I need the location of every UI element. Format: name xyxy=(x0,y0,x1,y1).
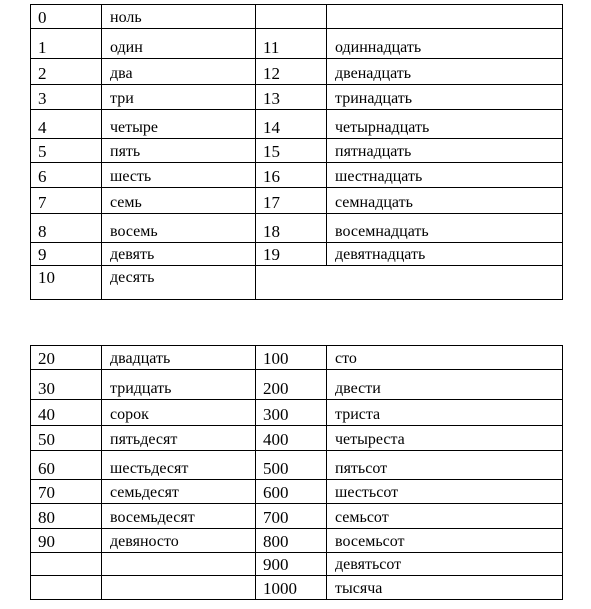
number-cell: 100 xyxy=(256,346,327,370)
word-cell: четыреста xyxy=(327,426,563,451)
word-cell: шесть xyxy=(102,163,256,188)
word-cell: девятьсот xyxy=(327,553,563,576)
word-cell: девятнадцать xyxy=(327,243,563,266)
word-cell: двести xyxy=(327,370,563,400)
table-row xyxy=(31,163,563,188)
word-cell: пятнадцать xyxy=(327,139,563,163)
number-cell: 50 xyxy=(31,426,102,451)
word-cell: семьдесят xyxy=(102,480,256,504)
table-row xyxy=(31,576,563,600)
number-cell: 1 xyxy=(31,29,102,59)
table-row xyxy=(31,188,563,214)
word-cell: пятьдесят xyxy=(102,426,256,451)
word-cell: девять xyxy=(102,243,256,266)
table-row xyxy=(31,59,563,85)
number-cell: 12 xyxy=(256,59,327,85)
number-cell: 5 xyxy=(31,139,102,163)
table-row xyxy=(31,426,563,451)
number-cell: 20 xyxy=(31,346,102,370)
word-cell: четырнадцать xyxy=(327,110,563,139)
number-cell: 14 xyxy=(256,110,327,139)
number-cell: 80 xyxy=(31,504,102,529)
number-cell: 1000 xyxy=(256,576,327,600)
number-cell: 16 xyxy=(256,163,327,188)
table-row xyxy=(31,243,563,266)
word-cell: триста xyxy=(327,400,563,426)
table-row xyxy=(31,400,563,426)
number-cell: 500 xyxy=(256,451,327,480)
word-cell: сто xyxy=(327,346,563,370)
number-cell: 6 xyxy=(31,163,102,188)
number-cell xyxy=(256,5,327,29)
number-cell: 18 xyxy=(256,214,327,243)
number-cell: 400 xyxy=(256,426,327,451)
number-cell: 800 xyxy=(256,529,327,553)
numbers-tens-hundreds-table xyxy=(30,345,563,600)
number-cell: 300 xyxy=(256,400,327,426)
number-cell: 70 xyxy=(31,480,102,504)
word-cell xyxy=(102,553,256,576)
word-cell xyxy=(327,5,563,29)
word-cell: пять xyxy=(102,139,256,163)
table-row xyxy=(31,553,563,576)
table-row xyxy=(31,29,563,59)
number-cell: 19 xyxy=(256,243,327,266)
number-cell: 60 xyxy=(31,451,102,480)
number-cell: 600 xyxy=(256,480,327,504)
table-row xyxy=(31,480,563,504)
number-cell: 10 xyxy=(31,266,102,300)
table-row xyxy=(31,451,563,480)
number-cell: 9 xyxy=(31,243,102,266)
number-cell: 900 xyxy=(256,553,327,576)
number-cell: 30 xyxy=(31,370,102,400)
word-cell: семнадцать xyxy=(327,188,563,214)
word-cell: восемь xyxy=(102,214,256,243)
number-cell: 8 xyxy=(31,214,102,243)
word-cell: восемьдесят xyxy=(102,504,256,529)
word-cell: семьсот xyxy=(327,504,563,529)
number-cell xyxy=(31,553,102,576)
word-cell: пятьсот xyxy=(327,451,563,480)
table-row xyxy=(31,5,563,29)
word-cell: восемнадцать xyxy=(327,214,563,243)
table-row xyxy=(31,370,563,400)
table-row xyxy=(31,504,563,529)
empty-cell xyxy=(256,266,563,300)
word-cell: сорок xyxy=(102,400,256,426)
number-cell: 2 xyxy=(31,59,102,85)
word-cell: шестьсот xyxy=(327,480,563,504)
word-cell: одиннадцать xyxy=(327,29,563,59)
word-cell: тысяча xyxy=(327,576,563,600)
word-cell: девяносто xyxy=(102,529,256,553)
word-cell: десять xyxy=(102,266,256,300)
number-cell: 0 xyxy=(31,5,102,29)
number-cell: 13 xyxy=(256,85,327,110)
word-cell: шестнадцать xyxy=(327,163,563,188)
number-cell: 7 xyxy=(31,188,102,214)
number-cell: 17 xyxy=(256,188,327,214)
word-cell: двадцать xyxy=(102,346,256,370)
number-cell xyxy=(31,576,102,600)
word-cell: восемьсот xyxy=(327,529,563,553)
table-row xyxy=(31,346,563,370)
word-cell: один xyxy=(102,29,256,59)
table-row xyxy=(31,139,563,163)
word-cell: три xyxy=(102,85,256,110)
number-cell: 200 xyxy=(256,370,327,400)
word-cell: семь xyxy=(102,188,256,214)
number-cell: 15 xyxy=(256,139,327,163)
table-row xyxy=(31,214,563,243)
table-row xyxy=(31,85,563,110)
number-cell: 90 xyxy=(31,529,102,553)
table-row xyxy=(31,529,563,553)
number-cell: 11 xyxy=(256,29,327,59)
table-row xyxy=(31,266,563,300)
number-cell: 4 xyxy=(31,110,102,139)
word-cell xyxy=(102,576,256,600)
table-row xyxy=(31,110,563,139)
word-cell: тринадцать xyxy=(327,85,563,110)
word-cell: шестьдесят xyxy=(102,451,256,480)
word-cell: двенадцать xyxy=(327,59,563,85)
number-cell: 700 xyxy=(256,504,327,529)
word-cell: четыре xyxy=(102,110,256,139)
number-cell: 40 xyxy=(31,400,102,426)
numbers-0-19-table xyxy=(30,4,563,300)
word-cell: ноль xyxy=(102,5,256,29)
number-cell: 3 xyxy=(31,85,102,110)
word-cell: тридцать xyxy=(102,370,256,400)
word-cell: два xyxy=(102,59,256,85)
